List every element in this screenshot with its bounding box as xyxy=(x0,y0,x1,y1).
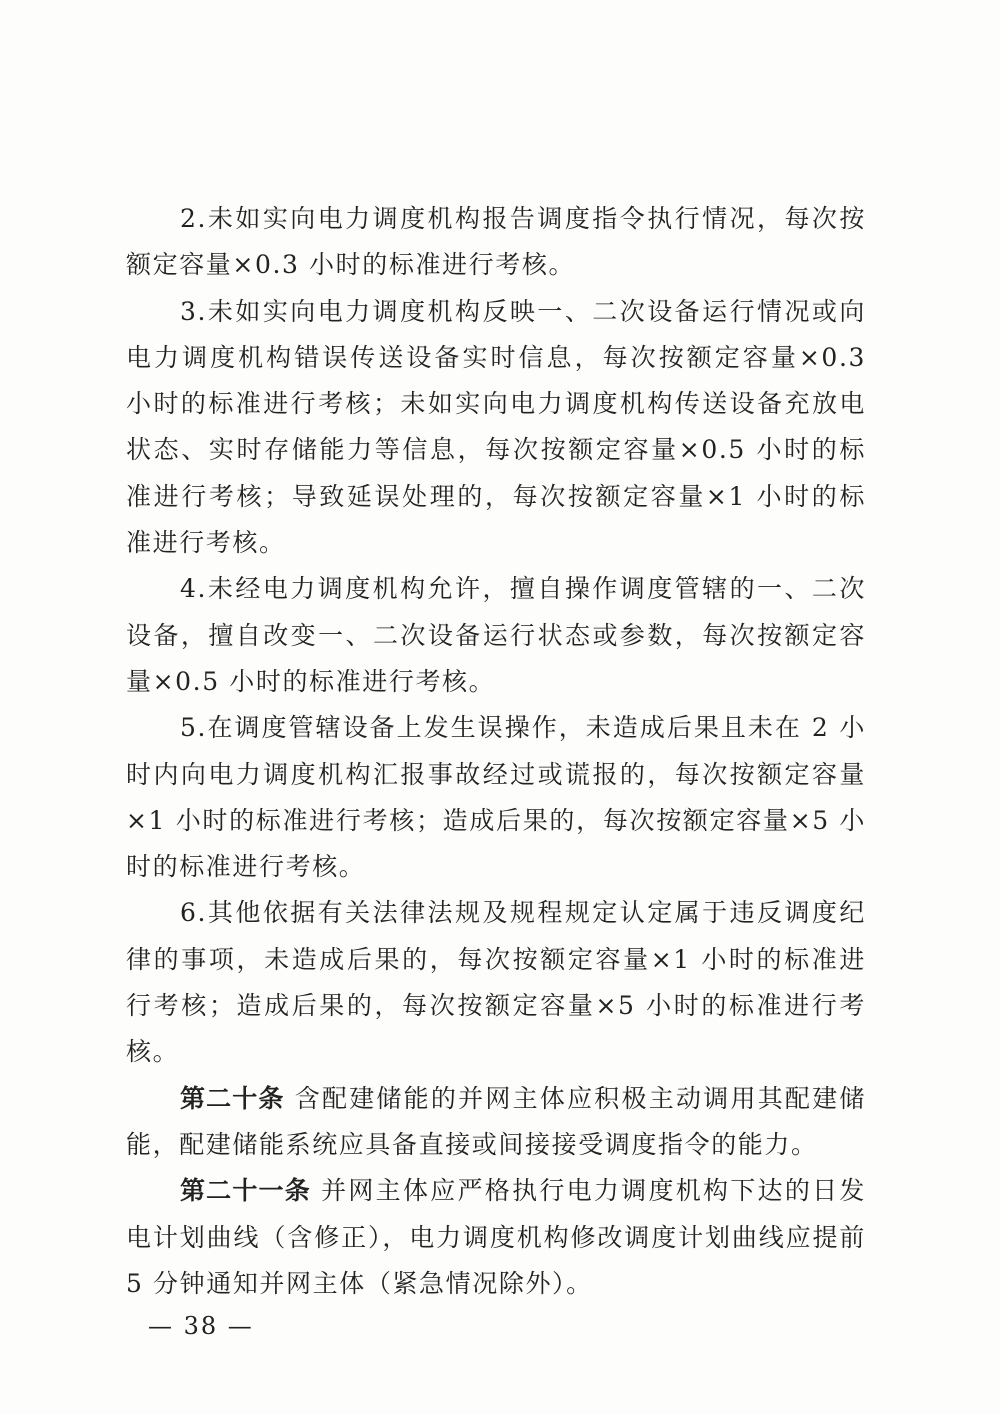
body-text xyxy=(126,196,866,1307)
paragraph-item-3: 3.未如实向电力调度机构反映一、二次设备运行情况或向电力调度机构错误传送设备实时信息，每次按额定容量×0.3 小时的标准进行考核；未如实向电力调度机构传送设备充放电状态、实时存储能力等信息，每次按额定容量×0.5 小时的标准进行考核；导致延误处理的，每次按额定容量×1 小时的标准进行考核。 xyxy=(126,296,866,558)
paragraph-item-6: 6.其他依据有关法律法规及规程规定认定属于违反调度纪律的事项，未造成后果的，每次按额定容量×1 小时的标准进行考核；造成后果的，每次按额定容量×5 小时的标准进行考核。 xyxy=(126,898,866,1067)
article-20 xyxy=(126,1076,866,1169)
article-20-title: 第二十条 xyxy=(180,1083,285,1113)
article-20-text: 含配建储能的并网主体应积极主动调用其配建储能，配建储能系统应具备直接或间接接受调度指令的能力。 xyxy=(126,1083,866,1159)
article-21 xyxy=(126,1168,866,1307)
paragraph-item-2: 2.未如实向电力调度机构报告调度指令执行情况，每次按额定容量×0.3 小时的标准进行考核。 xyxy=(126,204,866,280)
article-21-title: 第二十一条 xyxy=(180,1176,311,1206)
page-number: — 38 — xyxy=(148,1312,254,1340)
paragraph-item-5: 5.在调度管辖设备上发生误操作，未造成后果且未在 2 小时内向电力调度机构汇报事故经过或谎报的，每次按额定容量×1 小时的标准进行考核；造成后果的，每次按额定容量×5 小时的标准进行考核。 xyxy=(126,713,866,882)
paragraph-item-4: 4.未经电力调度机构允许，擅自操作调度管辖的一、二次设备，擅自改变一、二次设备运行状态或参数，每次按额定容量×0.5 小时的标准进行考核。 xyxy=(126,574,866,696)
article-21-text: 并网主体应严格执行电力调度机构下达的日发电计划曲线（含修正），电力调度机构修改调度计划曲线应提前 5 分钟通知并网主体（紧急情况除外）。 xyxy=(126,1176,866,1298)
